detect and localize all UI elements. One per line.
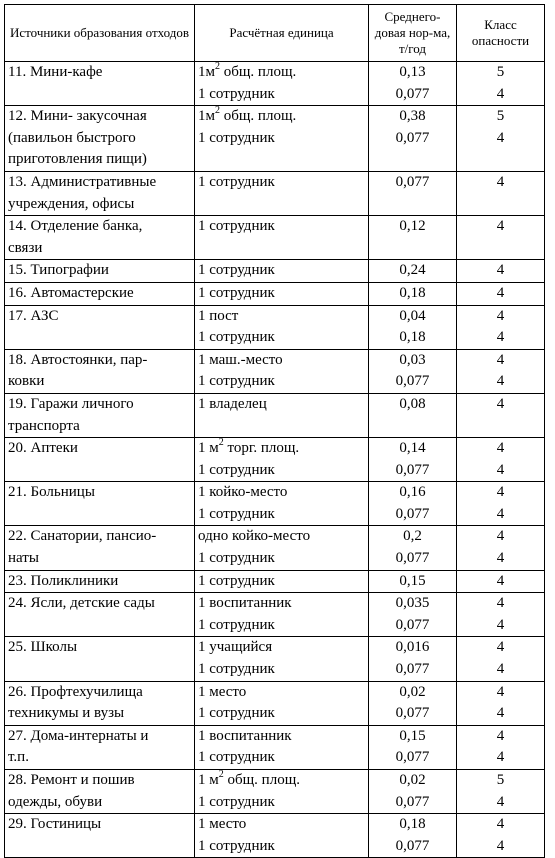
source-cell	[5, 570, 195, 593]
table-row	[5, 349, 545, 393]
unit-cell	[195, 438, 369, 482]
table-row	[5, 282, 545, 305]
table-row	[5, 637, 545, 681]
unit-superscript: 2	[218, 769, 224, 780]
class-value: 4	[496, 351, 505, 368]
class-value: 4	[496, 85, 505, 102]
norm-value: 0,077	[395, 373, 430, 390]
class-value: 4	[496, 727, 505, 744]
norm-value: 0,077	[395, 837, 430, 854]
class-cell	[457, 282, 545, 305]
norm-value: 0,035	[395, 595, 430, 612]
header-unit: Расчётная единица	[195, 5, 369, 62]
norm-cell	[369, 216, 457, 260]
unit-cell	[195, 305, 369, 349]
unit-cell	[195, 570, 369, 593]
class-value: 4	[496, 816, 505, 833]
unit-cell	[195, 62, 369, 106]
source-cell	[5, 260, 195, 283]
source-cell	[5, 438, 195, 482]
class-value: 4	[496, 705, 505, 722]
source-line: транспорта	[8, 417, 80, 434]
norm-value: 0,18	[399, 329, 426, 346]
source-cell	[5, 106, 195, 172]
unit-value: 1 сотрудник	[198, 129, 275, 146]
source-line: 28. Ремонт и пошив	[8, 772, 135, 788]
source-line: 11. Мини-кафе	[8, 64, 103, 80]
class-cell	[457, 349, 545, 393]
table-row	[5, 593, 545, 637]
norm-value: 0,077	[395, 173, 430, 190]
norm-cell	[369, 171, 457, 215]
class-value: 4	[496, 395, 505, 412]
class-value: 4	[496, 550, 505, 567]
source-line: 20. Аптеки	[8, 440, 78, 457]
unit-text-rest: общ. площ.	[220, 108, 297, 125]
table-row	[5, 216, 545, 260]
norm-value: 0,077	[395, 749, 430, 766]
source-cell	[5, 637, 195, 681]
class-cell	[457, 62, 545, 106]
class-cell	[457, 171, 545, 215]
class-value: 4	[496, 837, 505, 854]
unit-text: 1 м	[198, 440, 219, 457]
class-cell	[457, 725, 545, 769]
unit-value: 1 сотрудник	[198, 373, 275, 390]
header-class: Класс опасности	[457, 5, 545, 62]
norm-cell	[369, 681, 457, 725]
unit-text: 1 м	[198, 772, 219, 788]
table-header	[5, 5, 545, 62]
table-row	[5, 62, 545, 106]
unit-value: 1 сотрудник	[198, 461, 275, 478]
unit-value: 1 сотрудник	[198, 218, 275, 235]
norm-value: 0,077	[395, 550, 430, 567]
norm-value: 0,15	[399, 572, 426, 589]
norm-value: 0,38	[399, 108, 426, 125]
norm-cell	[369, 62, 457, 106]
unit-cell	[195, 725, 369, 769]
source-line: 23. Поликлиники	[8, 572, 119, 589]
norm-value: 0,02	[399, 683, 426, 700]
source-cell	[5, 305, 195, 349]
norm-value: 0,08	[399, 395, 426, 412]
norm-value: 0,13	[399, 64, 426, 80]
unit-text-rest: общ. площ.	[220, 64, 297, 80]
unit-value: 1 сотрудник	[198, 749, 275, 766]
class-value: 4	[496, 218, 505, 235]
class-value: 4	[496, 572, 505, 589]
source-cell	[5, 725, 195, 769]
class-value: 4	[496, 595, 505, 612]
class-cell	[457, 814, 545, 858]
source-line: 12. Мини- закусочная	[8, 108, 147, 125]
table-row	[5, 725, 545, 769]
class-cell	[457, 393, 545, 437]
unit-value: 1 сотрудник	[198, 85, 275, 102]
norm-cell	[369, 637, 457, 681]
unit-value: 1 пост	[198, 307, 239, 324]
source-line: 13. Административные	[8, 173, 157, 190]
norm-cell	[369, 305, 457, 349]
norm-cell	[369, 438, 457, 482]
source-cell	[5, 349, 195, 393]
class-cell	[457, 681, 545, 725]
unit-value: 1 сотрудник	[198, 505, 275, 522]
class-value: 4	[496, 329, 505, 346]
unit-text: 1м	[198, 108, 215, 125]
norm-cell	[369, 593, 457, 637]
norm-value: 0,12	[399, 218, 426, 235]
class-value: 4	[496, 284, 505, 301]
unit-value: 1 сотрудник	[198, 284, 275, 301]
norm-value: 0,02	[399, 772, 426, 788]
class-value: 4	[496, 661, 505, 678]
unit-cell	[195, 171, 369, 215]
norm-value: 0,077	[395, 661, 430, 678]
unit-value	[198, 106, 366, 128]
source-cell	[5, 216, 195, 260]
norm-value: 0,016	[395, 639, 430, 656]
unit-cell	[195, 482, 369, 526]
class-value: 4	[496, 307, 505, 324]
class-value: 4	[496, 461, 505, 478]
source-line: 22. Санатории, пансио-	[8, 528, 157, 545]
class-value: 4	[496, 373, 505, 390]
source-line: техникумы и вузы	[8, 705, 125, 722]
class-cell	[457, 482, 545, 526]
source-cell	[5, 526, 195, 570]
source-cell	[5, 62, 195, 106]
source-line: 27. Дома-интернаты и	[8, 727, 149, 744]
unit-value: 1 сотрудник	[198, 793, 275, 810]
unit-cell	[195, 106, 369, 172]
header-norm: Среднего-довая нор-ма, т/год	[369, 5, 457, 62]
norm-cell	[369, 814, 457, 858]
class-value: 4	[496, 616, 505, 633]
norm-value: 0,14	[399, 440, 426, 457]
source-line: 17. АЗС	[8, 307, 59, 324]
unit-superscript: 2	[218, 437, 224, 449]
class-value: 4	[496, 683, 505, 700]
unit-value: 1 владелец	[198, 395, 267, 412]
norm-value: 0,04	[399, 307, 426, 324]
unit-value: 1 сотрудник	[198, 572, 275, 589]
norm-cell	[369, 260, 457, 283]
unit-value	[198, 438, 366, 460]
unit-cell	[195, 526, 369, 570]
unit-value: 1 сотрудник	[198, 262, 275, 279]
unit-cell	[195, 593, 369, 637]
class-value: 4	[496, 129, 505, 146]
class-value: 5	[496, 772, 505, 788]
table-row	[5, 526, 545, 570]
unit-value: 1 сотрудник	[198, 705, 275, 722]
unit-value: 1 маш.-место	[198, 351, 283, 368]
source-line: 26. Профтехучилища	[8, 683, 143, 700]
source-line: учреждения, офисы	[8, 195, 135, 212]
class-cell	[457, 570, 545, 593]
unit-value	[198, 62, 366, 84]
norm-value: 0,077	[395, 705, 430, 722]
unit-cell	[195, 681, 369, 725]
norm-value: 0,18	[399, 284, 426, 301]
unit-cell	[195, 216, 369, 260]
source-cell	[5, 393, 195, 437]
unit-value: 1 сотрудник	[198, 173, 275, 190]
source-cell	[5, 171, 195, 215]
table-body	[5, 62, 545, 858]
class-cell	[457, 260, 545, 283]
unit-cell	[195, 637, 369, 681]
source-line: 18. Автостоянки, пар-	[8, 351, 148, 368]
unit-text-rest: общ. площ.	[223, 772, 300, 788]
norm-cell	[369, 106, 457, 172]
source-line: связи	[8, 239, 43, 256]
norm-value: 0,16	[399, 484, 426, 501]
norm-cell	[369, 482, 457, 526]
table-row	[5, 171, 545, 215]
class-cell	[457, 216, 545, 260]
table-row	[5, 106, 545, 172]
unit-value: 1 воспитанник	[198, 727, 292, 744]
table-row	[5, 482, 545, 526]
source-cell	[5, 593, 195, 637]
class-value: 4	[496, 749, 505, 766]
source-line: 25. Школы	[8, 639, 78, 656]
class-value: 4	[496, 484, 505, 501]
source-line: 21. Больницы	[8, 484, 95, 501]
class-cell	[457, 106, 545, 172]
source-line: 19. Гаражи личного	[8, 395, 134, 412]
unit-value: 1 сотрудник	[198, 837, 275, 854]
class-cell	[457, 305, 545, 349]
source-line: 14. Отделение банка,	[8, 218, 143, 235]
table-row	[5, 681, 545, 725]
norm-value: 0,2	[403, 528, 422, 545]
source-cell	[5, 770, 195, 814]
norm-value: 0,077	[395, 129, 430, 146]
class-value: 4	[496, 505, 505, 522]
unit-value: 1 сотрудник	[198, 550, 275, 567]
norm-value: 0,077	[395, 616, 430, 633]
class-value: 4	[496, 440, 505, 457]
class-value: 5	[496, 108, 505, 125]
source-line: 15. Типографии	[8, 262, 109, 279]
class-value: 4	[496, 262, 505, 279]
unit-cell	[195, 282, 369, 305]
unit-value	[198, 770, 366, 792]
header-source: Источники образования отходов	[5, 5, 195, 62]
source-line: т.п.	[8, 749, 29, 766]
norm-cell	[369, 725, 457, 769]
source-cell	[5, 814, 195, 858]
source-line: ковки	[8, 373, 45, 390]
unit-value: 1 воспитанник	[198, 595, 292, 612]
waste-norms-table	[4, 4, 545, 858]
norm-cell	[369, 770, 457, 814]
unit-value: 1 койко-место	[198, 484, 288, 501]
class-cell	[457, 770, 545, 814]
norm-cell	[369, 570, 457, 593]
unit-text: 1м	[198, 64, 215, 80]
table-row	[5, 570, 545, 593]
unit-cell	[195, 770, 369, 814]
table-row	[5, 814, 545, 858]
unit-cell	[195, 260, 369, 283]
table-row	[5, 770, 545, 814]
header-row	[5, 5, 545, 62]
class-cell	[457, 526, 545, 570]
table-row	[5, 438, 545, 482]
norm-value: 0,077	[395, 461, 430, 478]
table-row	[5, 305, 545, 349]
unit-value: 1 место	[198, 683, 247, 700]
source-cell	[5, 482, 195, 526]
norm-value: 0,03	[399, 351, 426, 368]
norm-value: 0,24	[399, 262, 426, 279]
unit-value: 1 сотрудник	[198, 661, 275, 678]
norm-value: 0,15	[399, 727, 426, 744]
source-line: наты	[8, 550, 39, 567]
unit-superscript: 2	[215, 61, 220, 72]
unit-value: 1 сотрудник	[198, 329, 275, 346]
unit-value: одно койко-место	[198, 528, 311, 545]
norm-value: 0,18	[399, 816, 426, 833]
table-row	[5, 260, 545, 283]
unit-superscript: 2	[215, 105, 220, 117]
source-line: 29. Гостиницы	[8, 816, 102, 833]
unit-value: 1 место	[198, 816, 247, 833]
source-line: 24. Ясли, детские сады	[8, 595, 155, 612]
unit-cell	[195, 393, 369, 437]
class-cell	[457, 593, 545, 637]
norm-cell	[369, 526, 457, 570]
class-cell	[457, 637, 545, 681]
norm-cell	[369, 282, 457, 305]
class-value: 4	[496, 528, 505, 545]
class-value: 4	[496, 173, 505, 190]
unit-cell	[195, 349, 369, 393]
source-line: одежды, обуви	[8, 793, 103, 810]
source-cell	[5, 282, 195, 305]
unit-text-rest: торг. площ.	[223, 440, 300, 457]
source-cell	[5, 681, 195, 725]
source-line: 16. Автомастерские	[8, 284, 134, 301]
norm-value: 0,077	[395, 85, 430, 102]
norm-cell	[369, 393, 457, 437]
norm-value: 0,077	[395, 793, 430, 810]
unit-value: 1 сотрудник	[198, 616, 275, 633]
unit-value: 1 учащийся	[198, 639, 273, 656]
norm-value: 0,077	[395, 505, 430, 522]
class-value: 4	[496, 793, 505, 810]
source-line: (павильон быстрого	[8, 129, 136, 146]
table-row	[5, 393, 545, 437]
class-value: 5	[496, 64, 505, 80]
class-value: 4	[496, 639, 505, 656]
unit-cell	[195, 814, 369, 858]
class-cell	[457, 438, 545, 482]
source-line: приготовления пищи)	[8, 151, 147, 168]
norm-cell	[369, 349, 457, 393]
